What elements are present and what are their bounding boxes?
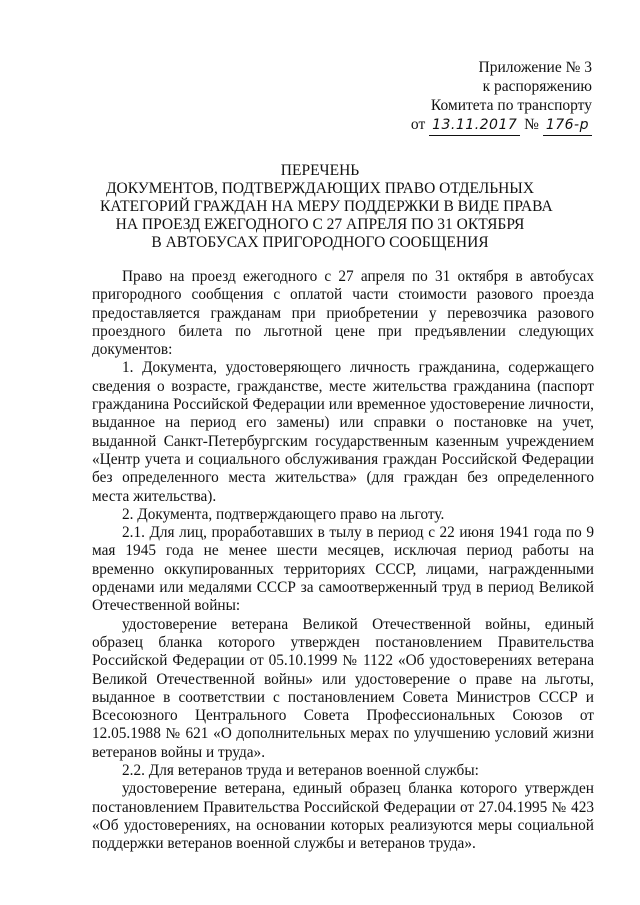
order-number-label: № — [524, 116, 539, 133]
intro-paragraph: Право на проезд ежегодного с 27 апреля по 31 октября в автобусах пригородного сообщения с оплатой части стоимости разового проезда предоставляется гражданам при приобретении у перевозчика разового проездного билета по льготной цене при предъявлении следующих документов: — [92, 268, 594, 359]
title-line: НА ПРОЕЗД ЕЖЕГОДНОГО С 27 АПРЕЛЯ ПО 31 ОКТЯБРЯ — [115, 216, 525, 233]
item-1-identity-document: 1. Документа, удостоверяющего личность гражданина, содержащего сведения о возрасте, гражданстве, месте жительства гражданина (паспорт гражданина Российской Федерации или временное удостоверение личности, выданное на период его замены) или справки о постановке на учет, выданной Санкт-Петербургским государственным казенным учреждением «Центр учета и социального обслуживания граждан Российской Федерации без определенного места жительства» (для граждан без определенного места жительства). — [92, 359, 594, 505]
title-line: В АВТОБУСАХ ПРИГОРОДНОГО СООБЩЕНИЯ — [151, 234, 489, 251]
item-2-1-certificate: удостоверение ветерана Великой Отечественной войны, единый образец бланка которого утвержден постановлением Правительства Российской Федерации от 05.10.1999 № 1122 «Об удостоверениях ветерана Великой Отечественной войны» или удостоверение о праве на льготы, выданное в соответствии с постановлением Совета Министров СССР и Всесоюзного Центрального Совета Профессиональных Союзов от 12.05.1988 № 621 «О дополнительных мерах по улучшению условий жизни ветеранов войны и труда». — [92, 615, 594, 761]
item-2-2-certificate: удостоверение ветерана, единый образец бланка которого утвержден постановлением Правительства Российской Федерации от 27.04.1995 № 423 «Об удостоверениях, на основании которых реализуются меры социальной поддержки ветеранов военной службы и ветеранов труда». — [92, 780, 594, 853]
item-2-1-home-front-workers: 2.1. Для лиц, проработавших в тылу в период с 22 июня 1941 года по 9 мая 1945 года не менее шести месяцев, исключая период работы на временно оккупированных территориях СССР, лицами, награжденными орденами или медалями СССР за самоотверженный труд в период Великой Отечественной войны: — [92, 524, 594, 615]
annex-header — [411, 58, 592, 136]
title-line: ПЕРЕЧЕНЬ — [280, 162, 360, 179]
item-2-benefit-document: 2. Документа, подтверждающего право на льготу. — [122, 505, 445, 523]
order-date: 13.11.2017 — [429, 116, 520, 136]
annex-to-order: к распоряжению — [482, 78, 592, 95]
item-2-2-veterans: 2.2. Для ветеранов труда и ветеранов военной службы: — [122, 762, 479, 780]
annex-committee: Комитета по транспорту — [430, 97, 592, 114]
order-number: 176-р — [543, 116, 592, 136]
title-line: КАТЕГОРИЙ ГРАЖДАН НА МЕРУ ПОДДЕРЖКИ В ВИДЕ ПРАВА — [100, 198, 553, 215]
order-prefix: от — [410, 116, 426, 133]
order-reference — [411, 115, 592, 136]
document-title — [100, 162, 553, 252]
annex-number: Приложение № 3 — [478, 59, 592, 76]
document-body — [92, 268, 594, 854]
title-line: ДОКУМЕНТОВ, ПОДТВЕРЖДАЮЩИХ ПРАВО ОТДЕЛЬНЫХ — [105, 180, 535, 197]
